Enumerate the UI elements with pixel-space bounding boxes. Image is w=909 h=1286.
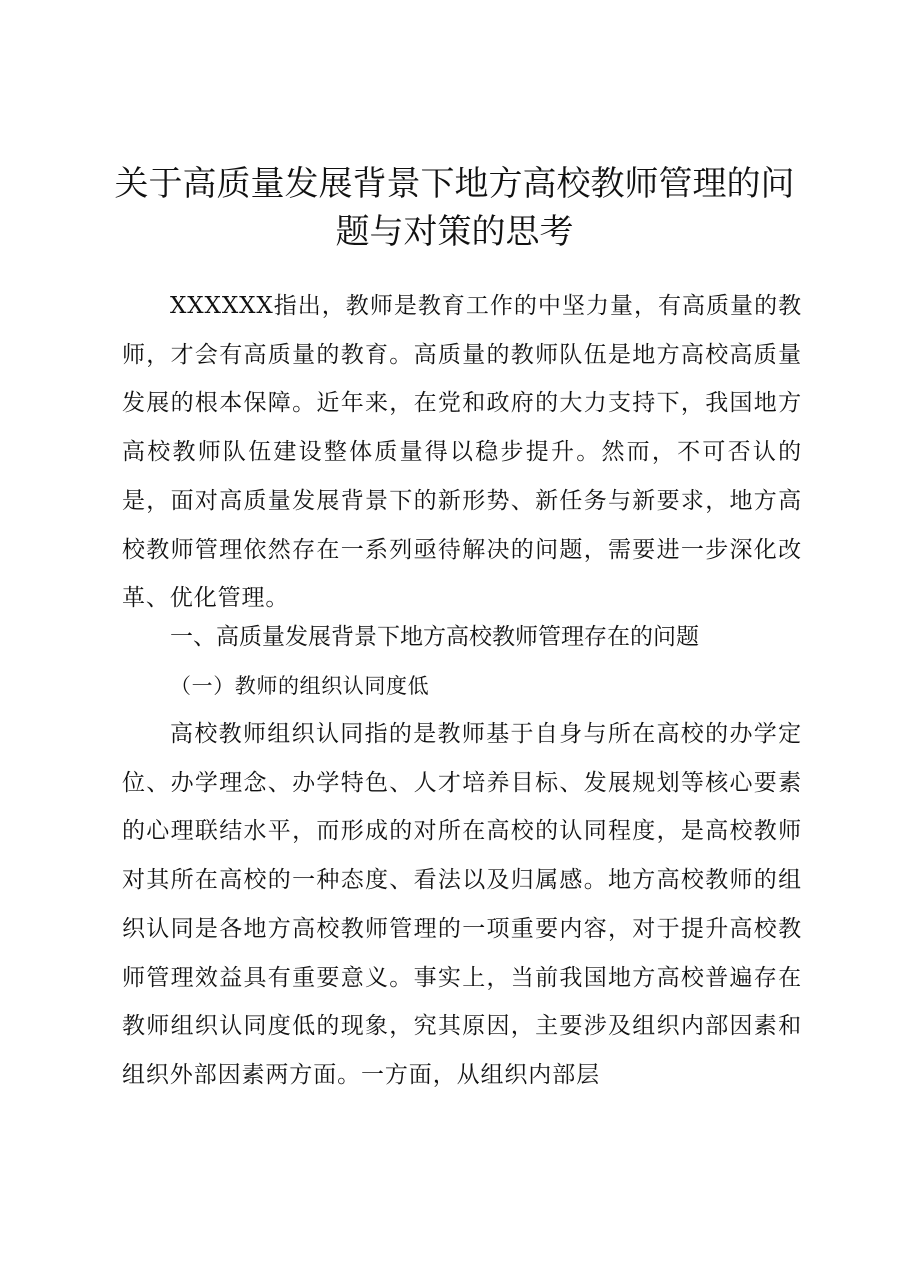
intro-paragraph: XXXXXX指出，教师是教育工作的中坚力量，有高质量的教师，才会有高质量的教育。高质量的教师队伍是地方高校高质量发展的根本保障。近年来，在党和政府的大力支持下，我国地方高校教师队伍建设整体质量得以稳步提升。然而，不可否认的是，面对高质量发展背景下的新形势、新任务与新要求，地方高校教师管理依然存在一系列亟待解决的问题，需要进一步深化改革、优化管理。: [122, 293, 802, 612]
document-title-line-2: 题与对策的思考: [335, 212, 574, 252]
subsection-heading: （一）教师的组织认同度低: [170, 674, 430, 698]
body-paragraph: 高校教师组织认同指的是教师基于自身与所在高校的办学定位、办学理念、办学特色、人才培养目标、发展规划等核心要素的心理联结水平，而形成的对所在高校的认同程度，是高校教师对其所在高校的一种态度、看法以及归属感。地方高校教师的组织认同是各地方高校教师管理的一项重要内容，对于提升高校教师管理效益具有重要意义。事实上，当前我国地方高校普遍存在教师组织认同度低的现象，究其原因，主要涉及组织内部因素和组织外部因素两方面。一方面，从组织内部层: [122, 721, 802, 1088]
document-title-line-1: 关于高质量发展背景下地方高校教师管理的问: [114, 164, 795, 204]
document-title: [100, 160, 809, 256]
section-heading: 一、高质量发展背景下地方高校教师管理存在的问题: [170, 624, 699, 650]
